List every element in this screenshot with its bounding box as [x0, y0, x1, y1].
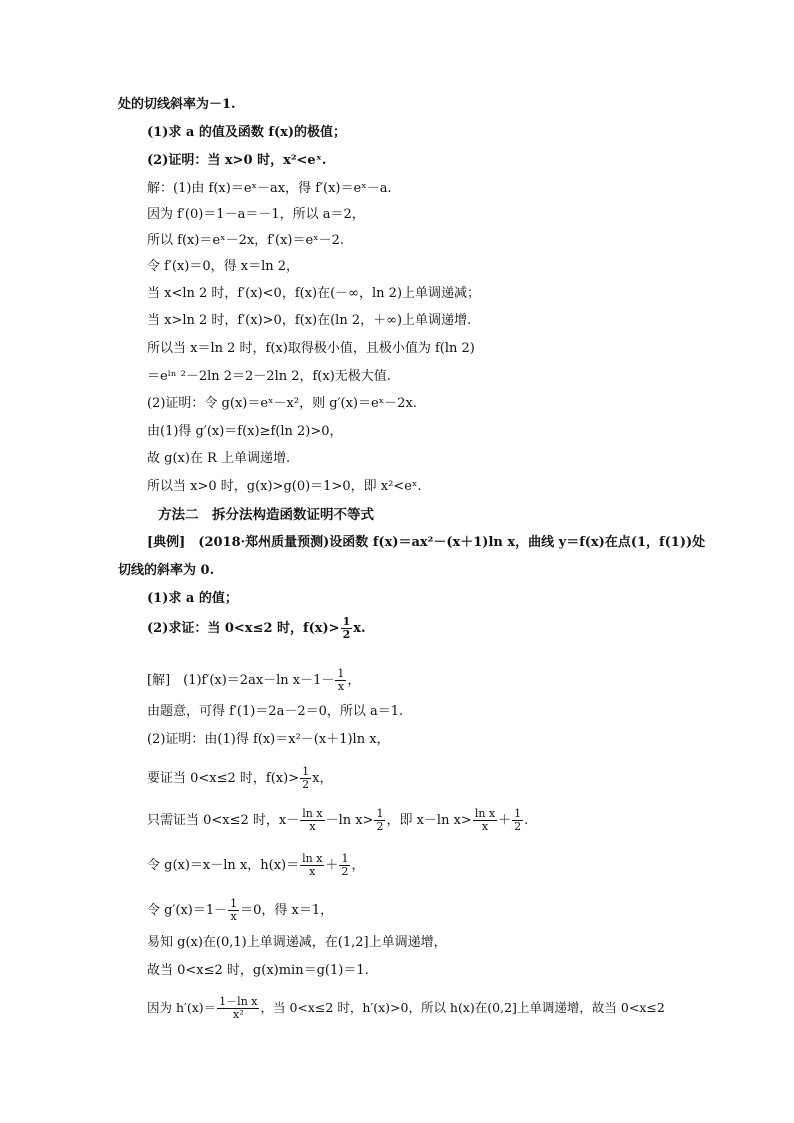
text-line [147, 423, 684, 441]
text-line [147, 934, 684, 952]
text-run: 所以当 x＝ln 2 时，f(x)取得极小值，且极小值为 f(ln 2) [147, 341, 475, 356]
text-run: 因为 h′(x)＝ [147, 1000, 217, 1015]
fraction [339, 853, 350, 878]
fraction-denominator: 2 [342, 628, 351, 641]
text-line [147, 853, 684, 878]
text-run: 令 g(x)＝x－ln x，h(x)＝ [147, 858, 300, 873]
fraction [335, 668, 346, 693]
text-line [147, 206, 684, 224]
fraction [300, 808, 324, 833]
fraction-numerator: 1 [341, 852, 349, 865]
text-line [147, 232, 684, 250]
text-line [147, 368, 684, 386]
fraction-numerator: 1 [376, 807, 384, 820]
text-run: [典例] (2018·郑州质量预测)设函数 f(x)＝ax²－(x＋1)ln x，曲线 y＝f(x)在点(1，f(1))处 [147, 535, 706, 550]
text-line [147, 180, 684, 198]
text-run: ＋ [498, 813, 512, 828]
fraction-denominator: x [309, 820, 316, 833]
fraction-denominator: x [309, 865, 316, 878]
text-run: ＝eˡⁿ ²－2ln 2＝2－2ln 2，f(x)无极大值. [147, 369, 391, 384]
text-line [147, 395, 684, 413]
text-run: . [524, 813, 529, 828]
text-run: x. [353, 621, 366, 636]
text-line [147, 124, 684, 142]
fraction-numerator: 1 [337, 667, 345, 680]
fraction-numerator: 1－ln x [219, 995, 258, 1008]
text-run: ，当 0<x≤2 时，h′(x)>0，所以 h(x)在(0,2]上单调递增，故当 0<x≤2 [260, 1000, 665, 1015]
text-run: 处的切线斜率为－1. [118, 97, 236, 112]
text-line [158, 506, 684, 524]
fraction-numerator: 1 [230, 897, 238, 910]
text-run: 令 f′(x)＝0，得 x＝ln 2， [147, 259, 300, 274]
text-run: 解：(1)由 f(x)＝eˣ－ax，得 f′(x)＝eˣ－a. [147, 181, 392, 196]
text-run: 由(1)得 g′(x)＝f(x)≥f(ln 2)>0， [147, 424, 343, 439]
text-run: 只需证当 0<x≤2 时，x－ [147, 813, 300, 828]
fraction-denominator: x² [233, 1008, 244, 1021]
text-run: －ln x> [325, 813, 374, 828]
text-line [147, 450, 684, 468]
text-line [118, 562, 684, 580]
text-line [147, 258, 684, 276]
text-line [147, 312, 684, 330]
text-line [147, 340, 684, 358]
fraction [374, 808, 385, 833]
text-run: ， [351, 858, 365, 873]
text-line [118, 96, 684, 114]
text-line [147, 668, 684, 693]
fraction-numerator: ln x [302, 807, 323, 820]
text-run: 当 x>ln 2 时，f′(x)>0，f(x)在(ln 2，＋∞)上单调递增. [147, 313, 472, 328]
text-run: ＝0，得 x＝1， [240, 903, 334, 918]
text-run: (2)求证：当 0<x≤2 时，f(x)> [147, 621, 340, 636]
text-run: 切线的斜率为 0. [118, 563, 215, 578]
text-line [147, 478, 684, 496]
text-run: ， [347, 673, 361, 688]
text-line [147, 616, 684, 641]
text-run: 故 g(x)在 R 上单调递增. [147, 451, 291, 466]
text-line [147, 962, 684, 980]
fraction [473, 808, 497, 833]
fraction [217, 996, 259, 1021]
text-run: 令 g′(x)＝1－ [147, 903, 228, 918]
text-line [147, 590, 684, 608]
fraction-numerator: ln x [302, 852, 323, 865]
text-run: 由题意，可得 f′(1)＝2a－2＝0，所以 a＝1. [147, 704, 404, 719]
text-run: [解] (1)f′(x)＝2ax－ln x－1－ [147, 673, 335, 688]
text-run: ，即 x－ln x> [386, 813, 472, 828]
text-line [147, 152, 684, 170]
fraction-denominator: 2 [341, 865, 349, 878]
text-run: 因为 f′(0)＝1－a＝－1，所以 a＝2， [147, 207, 365, 222]
fraction [228, 898, 239, 923]
text-line [147, 766, 684, 791]
text-line [147, 808, 684, 833]
fraction-numerator: ln x [474, 807, 496, 820]
text-line [147, 898, 684, 923]
text-run: (1)求 a 的值及函数 f(x)的极值； [147, 125, 346, 140]
fraction-denominator: 2 [376, 820, 384, 833]
text-run: 当 x<ln 2 时，f′(x)<0，f(x)在(－∞，ln 2)上单调递减； [147, 286, 481, 301]
text-run: x， [312, 771, 333, 786]
text-line [147, 534, 706, 552]
fraction [341, 616, 353, 641]
text-run: 故当 0<x≤2 时，g(x)min＝g(1)＝1. [147, 963, 369, 978]
text-line [147, 731, 684, 749]
fraction-numerator: 1 [514, 807, 522, 820]
text-run: 易知 g(x)在(0,1)上单调递减，在(1,2]上单调递增， [147, 935, 447, 950]
text-run: 所以 f(x)＝eˣ－2x，f′(x)＝eˣ－2. [147, 233, 345, 248]
text-run: (2)证明：当 x>0 时，x²<eˣ. [147, 153, 327, 168]
fraction-denominator: x [481, 820, 489, 833]
fraction-denominator: 2 [514, 820, 522, 833]
text-run: (2)证明：令 g(x)＝eˣ－x²，则 g′(x)＝eˣ－2x. [147, 396, 417, 411]
text-line [147, 285, 684, 303]
fraction-numerator: 1 [342, 615, 351, 628]
fraction [300, 766, 311, 791]
text-line [147, 996, 684, 1021]
fraction-numerator: 1 [302, 765, 310, 778]
fraction-denominator: x [337, 680, 345, 693]
fraction-denominator: 2 [302, 778, 310, 791]
text-run: (1)求 a 的值； [147, 591, 238, 606]
fraction [512, 808, 523, 833]
text-run: 方法二 拆分法构造函数证明不等式 [158, 507, 374, 523]
fraction [300, 853, 324, 878]
text-run: (2)证明：由(1)得 f(x)＝x²－(x＋1)ln x， [147, 732, 390, 747]
text-line [147, 703, 684, 721]
fraction-denominator: x [230, 910, 237, 923]
text-run: ＋ [325, 858, 339, 873]
text-run: 要证当 0<x≤2 时，f(x)> [147, 771, 300, 786]
text-run: 所以当 x>0 时，g(x)>g(0)＝1>0，即 x²<eˣ. [147, 479, 422, 494]
